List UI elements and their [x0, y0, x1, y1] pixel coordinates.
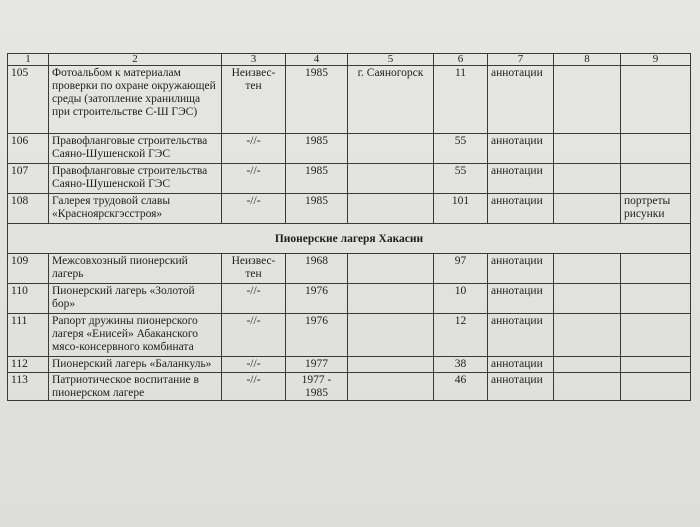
row-number: 110 [8, 284, 49, 314]
column-number: 9 [621, 54, 691, 66]
section-row [8, 224, 691, 254]
row-number: 108 [8, 194, 49, 224]
item-author: Неизвес-тен [222, 66, 286, 134]
column-number: 8 [554, 54, 621, 66]
column-number: 7 [488, 54, 554, 66]
item-count: 97 [434, 254, 488, 284]
item-year: 1985 [286, 134, 348, 164]
item-author: -//- [222, 314, 286, 357]
row-number: 112 [8, 357, 49, 373]
item-place [348, 164, 434, 194]
item-count: 46 [434, 373, 488, 401]
table-row [8, 314, 691, 357]
item-year: 1968 [286, 254, 348, 284]
column-number: 2 [49, 54, 222, 66]
item-col8 [554, 194, 621, 224]
item-notes [621, 373, 691, 401]
table-row [8, 66, 691, 134]
item-place [348, 373, 434, 401]
item-count: 55 [434, 164, 488, 194]
item-title: Пионерский лагерь «Баланкуль» [49, 357, 222, 373]
item-title: Патриотическое воспитание в пионерском лагере [49, 373, 222, 401]
item-col8 [554, 164, 621, 194]
item-col8 [554, 314, 621, 357]
item-description: аннотации [488, 314, 554, 357]
item-notes [621, 254, 691, 284]
item-title: Галерея трудовой славы «Красноярскгэсстроя» [49, 194, 222, 224]
column-number: 1 [8, 54, 49, 66]
item-notes [621, 66, 691, 134]
item-count: 101 [434, 194, 488, 224]
item-count: 38 [434, 357, 488, 373]
row-number: 109 [8, 254, 49, 284]
item-author: -//- [222, 284, 286, 314]
item-year: 1985 [286, 194, 348, 224]
item-place [348, 194, 434, 224]
section-title: Пионерские лагеря Хакасии [8, 224, 691, 254]
item-author: -//- [222, 134, 286, 164]
table-row [8, 164, 691, 194]
item-description: аннотации [488, 373, 554, 401]
item-description: аннотации [488, 66, 554, 134]
item-col8 [554, 357, 621, 373]
item-year: 1976 [286, 314, 348, 357]
item-notes [621, 314, 691, 357]
table-row [8, 373, 691, 401]
item-notes [621, 134, 691, 164]
item-place [348, 314, 434, 357]
column-number: 4 [286, 54, 348, 66]
item-place [348, 357, 434, 373]
row-number: 111 [8, 314, 49, 357]
item-count: 11 [434, 66, 488, 134]
registry-table [7, 53, 691, 401]
table-row [8, 194, 691, 224]
item-title: Пионерский лагерь «Золотой бор» [49, 284, 222, 314]
item-title: Рапорт дружины пионерского лагеря «Енисей» Абаканского мясо-консервного комбината [49, 314, 222, 357]
item-year: 1985 [286, 66, 348, 134]
item-notes [621, 357, 691, 373]
item-place [348, 284, 434, 314]
item-title: Фотоальбом к материалам проверки по охране окружающей среды (затопление хранилища при строительстве С-Ш ГЭС) [49, 66, 222, 134]
column-number: 5 [348, 54, 434, 66]
table-row [8, 134, 691, 164]
item-col8 [554, 254, 621, 284]
row-number: 106 [8, 134, 49, 164]
table-row [8, 357, 691, 373]
item-description: аннотации [488, 254, 554, 284]
item-description: аннотации [488, 194, 554, 224]
item-author: -//- [222, 357, 286, 373]
item-place [348, 134, 434, 164]
table-row [8, 254, 691, 284]
row-number: 107 [8, 164, 49, 194]
item-col8 [554, 373, 621, 401]
item-notes [621, 284, 691, 314]
item-title: Межсовхозный пионерский лагерь [49, 254, 222, 284]
column-number: 3 [222, 54, 286, 66]
item-year: 1976 [286, 284, 348, 314]
item-count: 55 [434, 134, 488, 164]
column-number-row [8, 54, 691, 66]
item-author: Неизвес-тен [222, 254, 286, 284]
item-title: Правофланговые строительства Саяно-Шушенской ГЭС [49, 164, 222, 194]
item-author: -//- [222, 194, 286, 224]
column-number: 6 [434, 54, 488, 66]
item-count: 12 [434, 314, 488, 357]
item-col8 [554, 134, 621, 164]
item-description: аннотации [488, 164, 554, 194]
item-author: -//- [222, 164, 286, 194]
item-count: 10 [434, 284, 488, 314]
item-year: 1985 [286, 164, 348, 194]
item-year: 1977 [286, 357, 348, 373]
row-number: 105 [8, 66, 49, 134]
item-col8 [554, 284, 621, 314]
item-description: аннотации [488, 284, 554, 314]
item-year: 1977 - 1985 [286, 373, 348, 401]
item-place [348, 254, 434, 284]
item-notes: портреты рисунки [621, 194, 691, 224]
item-place: г. Саяногорск [348, 66, 434, 134]
item-description: аннотации [488, 134, 554, 164]
item-author: -//- [222, 373, 286, 401]
table-row [8, 284, 691, 314]
row-number: 113 [8, 373, 49, 401]
item-title: Правофланговые строительства Саяно-Шушенской ГЭС [49, 134, 222, 164]
item-notes [621, 164, 691, 194]
item-description: аннотации [488, 357, 554, 373]
item-col8 [554, 66, 621, 134]
